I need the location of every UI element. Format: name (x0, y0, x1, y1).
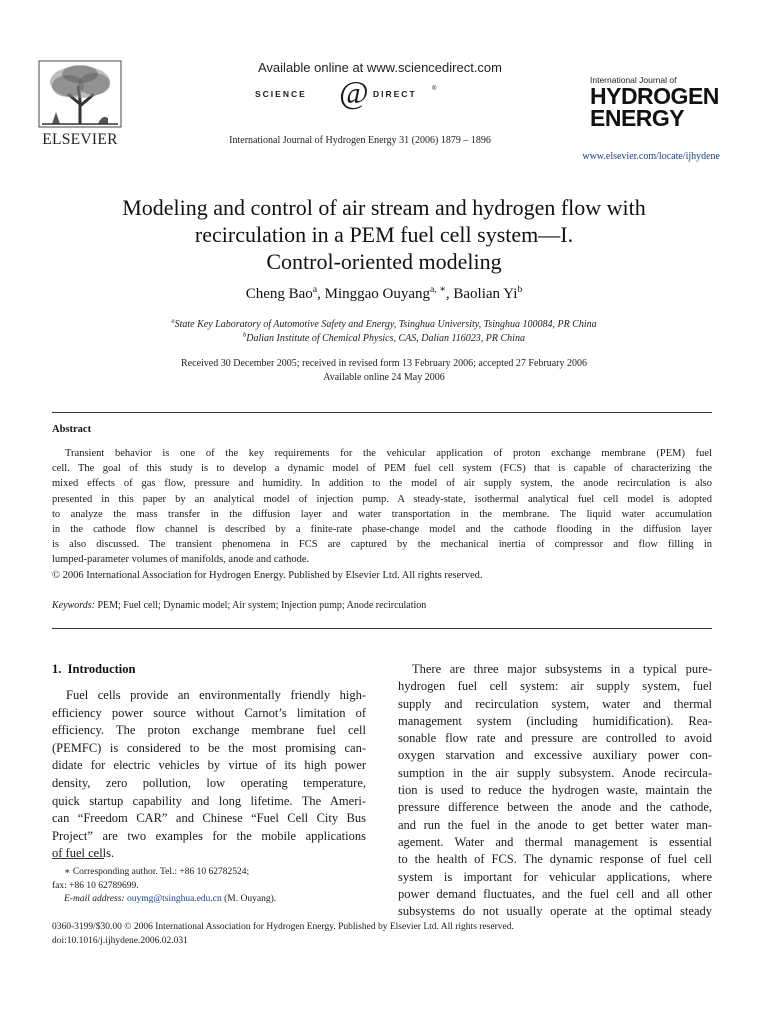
body-line: There are three major subsystems in a typical pure- (412, 662, 712, 676)
elsevier-tree-icon (38, 60, 122, 128)
sciencedirect-logo (255, 74, 505, 110)
journal-logo-hydrogen: HYDROGEN (590, 83, 719, 109)
abstract-line: lumped-parameter volumes of manifolds, anode and cathode. (52, 554, 310, 566)
author-separator: , (317, 286, 325, 302)
affiliation-mark: a (171, 317, 175, 325)
author-affiliation-mark: a, ∗ (430, 284, 446, 295)
abstract-line: presented in this paper by an analytical model of injection pump. A steady-state, isothermal analytical fuel cell model is adopted (52, 493, 712, 505)
keywords-label: Keywords: (52, 600, 95, 611)
divider (52, 412, 712, 413)
title-line: Modeling and control of air stream and hydrogen flow with (122, 195, 646, 220)
journal-logo-small: International Journal of (590, 75, 677, 85)
body-line: hydrogen fuel cell system: air supply system, fuel (398, 679, 712, 694)
article-title (60, 194, 708, 275)
abstract-line: Transient behavior is one of the key requirements for the vehicular application of proton exchange membrane (PEM) fuel (65, 448, 712, 459)
affiliations (60, 318, 708, 346)
abstract-line: is also discussed. The transient phenomena in FCS are captured by the mechanical inertia of compressor and flow filling in (52, 539, 712, 551)
abstract-heading: Abstract (52, 424, 92, 435)
author-affiliation-mark: a (312, 284, 318, 295)
body-line: efficiency. The proton exchange membrane fuel cell (52, 723, 366, 738)
sd-direct: DIRECT (373, 89, 417, 99)
body-line: (PEMFC) is considered to be the most promising can- (52, 740, 366, 755)
body-line: tion is used to reduce the hydrogen waste, maintain the (398, 783, 712, 798)
body-line: subsystems do not usually operate at the optimal steady (398, 904, 712, 919)
title-line: Control-oriented modeling (266, 249, 502, 274)
elsevier-logo (30, 60, 130, 150)
body-line: supply and recirculation system, water and thermal (398, 696, 712, 711)
footnote-line (52, 893, 366, 907)
affiliation-line (60, 332, 708, 346)
abstract-line: to analyze the mass transfer in the diffusion layer and water transportation in the membrane. The liquid water accumulation (52, 508, 712, 520)
abstract-line: cell. The goal of this study is to develop a dynamic model of PEM fuel cell system (FCS) that is capable of characterizing the (52, 463, 712, 475)
sd-science: SCIENCE (255, 89, 307, 99)
intro-right-column (398, 661, 712, 920)
journal-logo-energy: ENERGY (590, 105, 685, 131)
publisher-name: ELSEVIER (42, 131, 118, 148)
body-line: quick startup capability and long lifetime. The Ameri- (52, 793, 366, 808)
author-name: Baolian Yi (453, 286, 518, 302)
affiliation-text: Dalian Institute of Chemical Physics, CAS, Dalian 116023, PR China (246, 333, 525, 344)
doi-line: doi:10.1016/j.ijhydene.2006.02.031 (52, 936, 188, 946)
body-line: efficiency power source without Carnot’s limitation of (52, 705, 366, 720)
body-line: management system (including humidification). Rea- (398, 713, 712, 728)
abstract-line: mixed effects of gas flow, pressure and humidity. In addition to the model of air supply system, the anode recirculation is also (52, 478, 712, 490)
affiliation-line (60, 318, 708, 332)
available-online-date: Available online 24 May 2006 (323, 372, 445, 383)
abstract-line: in the cathode flow channel is described by a finite-rate phase-change model and the cathode flooding in the diffusion layer (52, 524, 712, 536)
journal-url-link[interactable]: www.elsevier.com/locate/ijhydene (582, 151, 720, 162)
article-dates (60, 357, 708, 385)
available-online-text: Available online at www.sciencedirect.com (258, 60, 502, 75)
journal-citation: International Journal of Hydrogen Energy 31 (2006) 1879 – 1896 (229, 135, 491, 146)
footnote-line (52, 866, 366, 880)
keywords (52, 600, 712, 611)
abstract-copyright: © 2006 International Association for Hydrogen Energy. Published by Elsevier Ltd. All rights reserved. (52, 570, 483, 581)
author-name: Cheng Bao (245, 286, 313, 302)
footnote-star: ∗ (64, 867, 71, 877)
body-line: and run the fuel in the anode to get better water man- (398, 817, 712, 832)
body-line: density, zero pollution, low operating temperature, (52, 775, 366, 790)
affiliation-mark: b (243, 331, 247, 339)
divider (52, 628, 712, 629)
sd-mark: ® (432, 86, 437, 92)
body-line: Project” are two examples for the mobile applications (52, 828, 366, 843)
author-name: Minggao Ouyang (324, 286, 431, 302)
title-line: recirculation in a PEM fuel cell system—I. (194, 222, 574, 247)
authors (60, 286, 708, 303)
journal-logo (590, 76, 720, 136)
author-separator: , (445, 286, 454, 302)
body-line: to the health of FCS. The dynamic response of fuel cell (398, 852, 712, 867)
footnote (52, 866, 366, 907)
body-line: agement. Water and thermal management is essential (398, 834, 712, 849)
body-line: can “Freedom CAR” and Chinese “Fuel Cell City Bus (52, 811, 366, 826)
received-dates: Received 30 December 2005; received in revised form 13 February 2006; accepted 27 February 2006 (181, 358, 587, 369)
body-line: power demand fluctuates, and the fuel cell and all other (398, 886, 712, 901)
issn-copyright-line: 0360-3199/$30.00 © 2006 International Association for Hydrogen Energy. Published by Elsevier Ltd. All rights reserved. (52, 922, 514, 932)
author-email-link[interactable]: ouymg@tsinghua.edu.cn (126, 894, 222, 904)
body-line: system is important for vehicular applications, where (398, 869, 712, 884)
body-line: of fuel cells. (52, 846, 115, 861)
intro-left-column (52, 687, 366, 863)
body-line: didate for electric vehicles by virtue of its high power (52, 758, 366, 773)
keywords-text: PEM; Fuel cell; Dynamic model; Air system; Injection pump; Anode recirculation (97, 600, 427, 611)
abstract-body (52, 446, 712, 568)
body-line: oxygen starvation and excessive auxiliary power con- (398, 748, 712, 763)
email-label: E-mail address: (64, 894, 125, 904)
affiliation-text: State Key Laboratory of Automotive Safety and Energy, Tsinghua University, Tsinghua 100084, PR China (174, 319, 597, 330)
author-affiliation-mark: b (517, 284, 523, 295)
email-owner: (M. Ouyang). (224, 894, 277, 904)
corresponding-author: Corresponding author. Tel.: +86 10 62782524; (72, 867, 250, 877)
body-line: Fuel cells provide an environmentally friendly high- (66, 688, 366, 702)
body-line: sumption in the air supply subsystem. Anode recircula- (398, 765, 712, 780)
body-line: pressure difference between the anode and the cathode, (398, 800, 712, 815)
body-line: sonable flow rate and pressure are controlled to avoid (398, 731, 712, 746)
sd-at-icon: @ (339, 74, 369, 110)
section-heading: 1. Introduction (52, 662, 136, 676)
footnote-divider (52, 858, 104, 859)
footnote-fax: fax: +86 10 62789699. (52, 880, 139, 891)
